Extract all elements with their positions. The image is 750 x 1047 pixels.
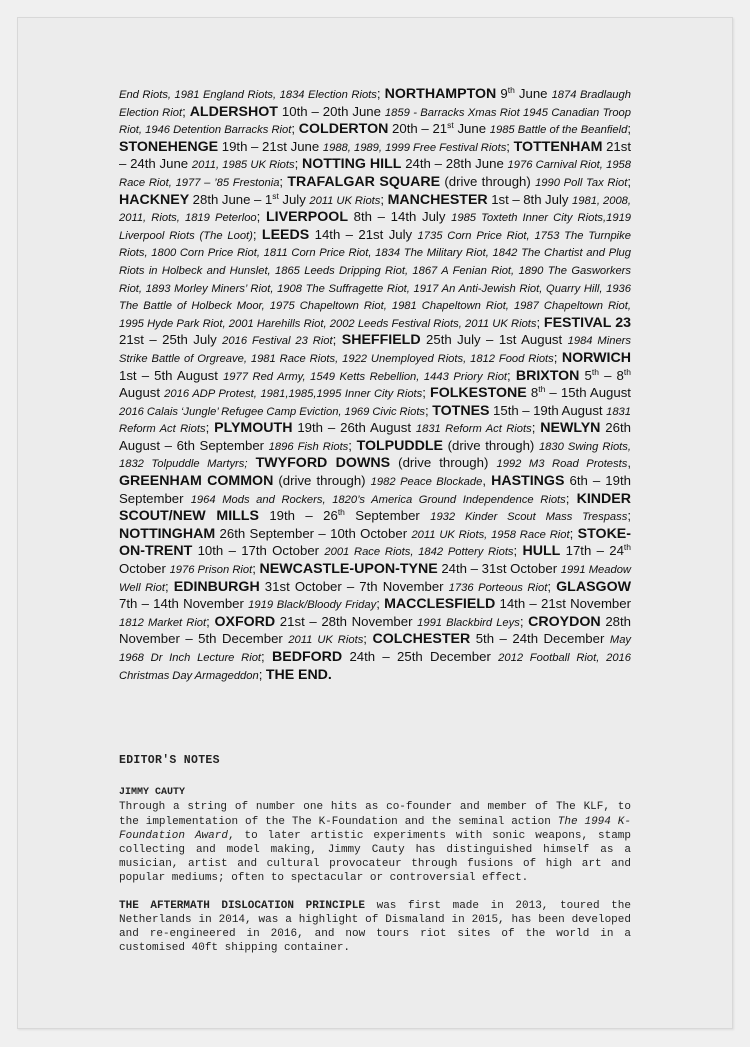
tour-location: FESTIVAL 23 [543, 314, 631, 331]
tour-dates-text: ; [380, 191, 388, 207]
tour-location: HACKNEY [119, 191, 190, 208]
riot-history: End Riots, 1981 England Riots, 1834 Election Riots [119, 89, 377, 101]
tour-location: NEWCASTLE-UPON-TYNE [259, 561, 438, 578]
tour-dates-text: ; [291, 121, 299, 137]
tour-dates-text: 26th August – 6th September [119, 420, 631, 453]
riot-history: 1985 Battle of the Beanfield [489, 124, 628, 137]
tour-location: NEWLYN [540, 420, 601, 437]
tour-dates-text: September [344, 508, 431, 524]
tour-location: NOTTINGHAM [119, 525, 216, 542]
tour-dates-text: 14th – 21st November [495, 596, 631, 612]
tour-dates-text: 1st – 5th August [119, 367, 224, 383]
tour-dates-text: – 15th August [545, 385, 631, 401]
riot-history: 1874 Bradlaugh Election Riot [119, 89, 631, 119]
principle-title: THE AFTERMATH DISLOCATION PRINCIPLE [119, 899, 366, 912]
riot-history: 1984 Miners Strike Battle of Orgreave, 1981 Race Riots, 1922 Unemployed Riots, 1812 Food Riots [119, 335, 631, 365]
tour-dates-text: 15th – 19th August [489, 402, 607, 418]
tour-dates-text: ; [569, 525, 578, 541]
riot-history: 1735 Corn Price Riot, 1753 The Turnpike Riots, 1800 Corn Price Riot, 1811 Corn Price Riot, 1834 The Military Riot, 1842 The Chartist and Plug Riots in Holbeck and Hunslet, 1865 Leeds Dripping Riot, 1867 A Fenian Riot, 1890 The Gasworkers Riot, 1893 Morley Miners’ Riot, 1908 The Suffragette Riot, 1917 An Anti-Jewish Riot, Quarry Hill, 1936 The Battle of Holbeck Moor, 1975 Chapeltown Riot, 1981 Chapeltown Riot, 1987 Chapeltown Riot, 1995 Hyde Park Riot, 2001 Harehills Riot, 2002 Leeds Festival Riots, 2011 UK Riots [119, 229, 631, 330]
riot-history: 1991 Meadow Well Riot [119, 564, 631, 594]
tour-dates-text: 26th September – 10th October [215, 525, 412, 541]
ordinal-suffix: st [272, 190, 279, 201]
tour-dates-text: ; [627, 508, 632, 524]
tour-location: KINDER SCOUT/NEW MILLS [119, 490, 631, 525]
tour-dates-text: ; [279, 173, 288, 189]
ordinal-suffix: th [507, 85, 515, 95]
ordinal-suffix: st [447, 120, 454, 131]
tour-dates-text: ; [205, 420, 215, 436]
tour-dates-text: 20th – 21 [388, 121, 448, 137]
tour-dates-text: 5th – 24th December [470, 631, 610, 647]
riot-history: 1982 Peace Blockade [370, 476, 483, 489]
riot-history: 2001 Race Riots, 1842 Pottery Riots [324, 546, 514, 559]
tour-dates-text: 24th – 25th December [342, 649, 499, 664]
tour-location: NORWICH [561, 349, 631, 366]
tour-dates-text: ; [294, 156, 303, 172]
tour-dates-text: (drive through) [440, 173, 536, 189]
ordinal-suffix: th [538, 384, 546, 395]
riot-history: 2016 Calais ‘Jungle’ Refugee Camp Eviction, 1969 Civic Riots [119, 405, 426, 418]
tour-location: MANCHESTER [387, 191, 488, 208]
riot-history: 2016 ADP Protest, 1981,1985,1995 Inner City Riots [164, 388, 423, 401]
riot-history: 1976 Prison Riot [169, 564, 253, 577]
principle-text: was first made in 2013, toured the Netherlands in 2014, was a highlight of Dismaland in 2015, has been developed and re-engineered in 2016, and now tours riot sites of the world in a customised 40ft shipping container. [119, 899, 631, 955]
tour-dates-text: , [482, 473, 492, 489]
tour-dates-text: 8 [526, 385, 539, 401]
tour-dates-text: ; [348, 437, 357, 453]
tour-location: GLASGOW [556, 578, 631, 595]
tour-dates-text: – 8 [598, 367, 624, 383]
riot-history: 1812 Market Riot [119, 616, 207, 629]
riot-history: 2011 UK Riots [309, 194, 381, 207]
tour-location: FOLKESTONE [430, 385, 527, 402]
riot-history: 2016 Festival 23 Riot [222, 335, 333, 348]
tour-dates-text: ; [553, 349, 562, 365]
tour-location: LEEDS [261, 226, 310, 243]
riot-history: 2011, 1985 UK Riots [191, 159, 295, 172]
tour-dates-text: ; [332, 332, 342, 348]
tour-dates-text: ; [363, 631, 373, 647]
tour-location: THE END. [265, 666, 332, 683]
tour-location: EDINBURGH [173, 578, 260, 595]
ordinal-suffix: th [591, 366, 599, 377]
tour-dates-text: 28th June – 1 [189, 191, 273, 207]
tour-location: BEDFORD [272, 649, 343, 665]
tour-location: HULL [522, 543, 561, 560]
tour-dates-text: ; [182, 103, 190, 119]
tour-dates-text: ; [206, 613, 215, 629]
tour-dates-text: 24th – 28th June [401, 156, 508, 172]
riot-history: 1976 Carnival Riot, 1958 Race Riot, 1977 – ’85 Frestonia [119, 159, 631, 189]
tour-dates-text: 19th – 21st June [218, 138, 323, 154]
tour-location: STONEHENGE [119, 138, 219, 155]
tour-location: ALDERSHOT [189, 103, 278, 120]
tour-dates-text: 10th – 20th June [277, 103, 385, 119]
riot-history: 1985 Toxteth Inner City Riots,1919 Liverpool Riots (The Loot) [119, 212, 632, 242]
tour-dates-text: ; [513, 543, 523, 559]
tour-dates-text: 14th – 21st July [309, 226, 418, 242]
tour-location: NOTTING HILL [302, 156, 402, 173]
tour-location: STOKE-ON-TRENT [119, 525, 631, 560]
tour-dates-text: ; [519, 613, 529, 629]
tour-dates-text: ; [507, 367, 516, 383]
riot-history: 1977 Red Army, 1549 Ketts Rebellion, 1443 Priory Riot [223, 370, 508, 383]
tour-dates-text: June [453, 121, 490, 137]
riot-history: 1988, 1989, 1999 Free Festival Riots [322, 141, 507, 154]
ordinal-suffix: th [337, 507, 345, 518]
tour-dates-paragraph [119, 86, 631, 684]
document-page [17, 17, 733, 1029]
tour-location: GREENHAM COMMON [119, 473, 274, 490]
tour-dates-text: 8th – 14th July [348, 209, 452, 225]
tour-dates-text: August [119, 385, 165, 401]
tour-location: TOTTENHAM [513, 138, 603, 155]
tour-dates-text: June [514, 86, 552, 101]
riot-history: 1981, 2008, 2011, Riots, 1819 Peterloo [119, 194, 631, 225]
tour-dates-text: 21st – 25th July [119, 332, 223, 348]
tour-dates-text: ; [627, 173, 631, 189]
tour-location: TWYFORD DOWNS [255, 455, 391, 472]
bio-text-part1: Through a string of number one hits as co-founder and member of The KLF, to the implementation of the The K-Foundation and the seminal action [119, 801, 631, 828]
tour-dates-text: , [627, 455, 631, 471]
bio-text-italic: The 1994 K-Foundation Award [119, 815, 631, 842]
riot-history: 1932 Kinder Scout Mass Trespass [430, 511, 628, 524]
tour-dates-text: 21st – 24th June [119, 138, 632, 172]
tour-location: LIVERPOOL [266, 209, 348, 226]
tour-dates-text: (drive through) [273, 473, 371, 489]
tour-dates-text: ; [536, 314, 544, 330]
tour-dates-text: 28th November – 5th December [119, 613, 631, 647]
tour-dates-text: 17th – 24 [560, 543, 624, 559]
tour-location: NORTHAMPTON [384, 86, 497, 102]
tour-dates-text: 7th – 14th November [119, 596, 249, 612]
tour-dates-text: ; [376, 596, 385, 612]
riot-history: 1736 Porteous Riot [448, 581, 548, 594]
tour-location: MACCLESFIELD [384, 596, 496, 613]
bio-name: JIMMY CAUTY [119, 787, 186, 799]
tour-location: COLDERTON [298, 121, 389, 138]
riot-history: 1919 Black/Bloody Friday [248, 599, 377, 612]
tour-location: PLYMOUTH [214, 420, 293, 437]
riot-history: 1831 Reform Act Riots [119, 405, 631, 436]
tour-dates-text: ; [376, 86, 385, 101]
editors-notes-section [119, 754, 631, 968]
tour-dates-text: ; [252, 226, 262, 242]
riot-history: 1896 Fish Riots [268, 440, 349, 453]
tour-dates-text: 10th – 17th October [192, 543, 325, 559]
bio-paragraph [119, 800, 631, 885]
principle-paragraph [119, 899, 631, 956]
tour-location: BRIXTON [515, 367, 580, 384]
tour-dates-text: 24th – 31st October [437, 561, 561, 577]
tour-dates-text: ; [422, 385, 431, 401]
tour-location: SHEFFIELD [341, 332, 421, 349]
tour-dates-text: ; [256, 209, 267, 225]
tour-dates-text: ; [258, 666, 266, 682]
tour-dates-text: October [119, 561, 170, 577]
tour-dates-text: ; [547, 578, 557, 594]
tour-dates-text: ; [165, 578, 174, 594]
tour-location: COLCHESTER [372, 631, 471, 648]
riot-history: 2011 UK Riots [288, 634, 364, 647]
tour-dates-text: ; [261, 649, 272, 664]
tour-dates-text [247, 455, 255, 470]
riot-history: 1831 Reform Act Riots [415, 423, 532, 436]
tour-dates-text: 9 [496, 86, 508, 101]
riot-history: 1991 Blackbird Leys [417, 616, 520, 629]
riot-history: 2011 UK Riots, 1958 Race Riot [411, 528, 570, 541]
tour-location: CROYDON [528, 613, 601, 630]
tour-dates-text: (drive through) [390, 455, 497, 471]
riot-history: 1990 Poll Tax Riot [535, 176, 628, 189]
tour-dates-text: ; [425, 402, 433, 418]
tour-dates-text: 21st – 28th November [275, 613, 418, 629]
tour-dates-text: ; [565, 490, 577, 506]
tour-dates-text: 31st October – 7th November [259, 578, 449, 594]
tour-location: TOLPUDDLE [356, 437, 444, 454]
riot-history: May 1968 Dr Inch Lecture Riot [119, 634, 632, 664]
tour-dates-text: ; [627, 121, 632, 137]
riot-history: 1992 M3 Road Protests [496, 458, 628, 471]
tour-dates-text: ; [252, 561, 260, 577]
tour-location: TOTNES [432, 402, 490, 419]
tour-location: TRAFALGAR SQUARE [287, 173, 441, 190]
riot-history: 2012 Football Riot, 2016 Christmas Day Armageddon [119, 652, 631, 682]
riot-history: 1830 Swing Riots, 1832 Tolpuddle Martyrs; [119, 440, 631, 471]
ordinal-suffix: th [623, 542, 631, 553]
tour-dates-text: 19th – 26th August [292, 420, 416, 436]
tour-dates-text: 19th – 26 [258, 508, 338, 524]
tour-location: HASTINGS [491, 473, 565, 490]
tour-dates-text: (drive through) [443, 437, 539, 453]
tour-dates-text: ; [506, 138, 514, 154]
riot-history: 1859 - Barracks Xmas Riot 1945 Canadian Troop Riot, 1946 Detention Barracks Riot [119, 106, 631, 137]
tour-dates-text: 25th July – 1st August [420, 332, 568, 348]
tour-location: OXFORD [214, 613, 276, 630]
bio-text-part2: , to later artistic experiments with sonic weapons, stamp collecting and model making, Jimmy Cauty has distinguished himself as a musician, artist and cultural provocateur through fusions of high art and popular mediums; often to spectacular or controversial effect. [119, 829, 631, 885]
editors-notes-heading: EDITOR'S NOTES [119, 754, 220, 767]
riot-history: 1964 Mods and Rockers, 1820’s America Ground Independence Riots [190, 493, 566, 506]
ordinal-suffix: th [623, 366, 631, 377]
tour-dates-text: 5 [579, 367, 592, 383]
tour-dates-text: July [278, 191, 310, 207]
tour-dates-text: 6th – 19th September [119, 473, 631, 506]
tour-dates-text: ; [531, 420, 541, 436]
tour-dates-text: 1st – 8th July [487, 191, 573, 207]
